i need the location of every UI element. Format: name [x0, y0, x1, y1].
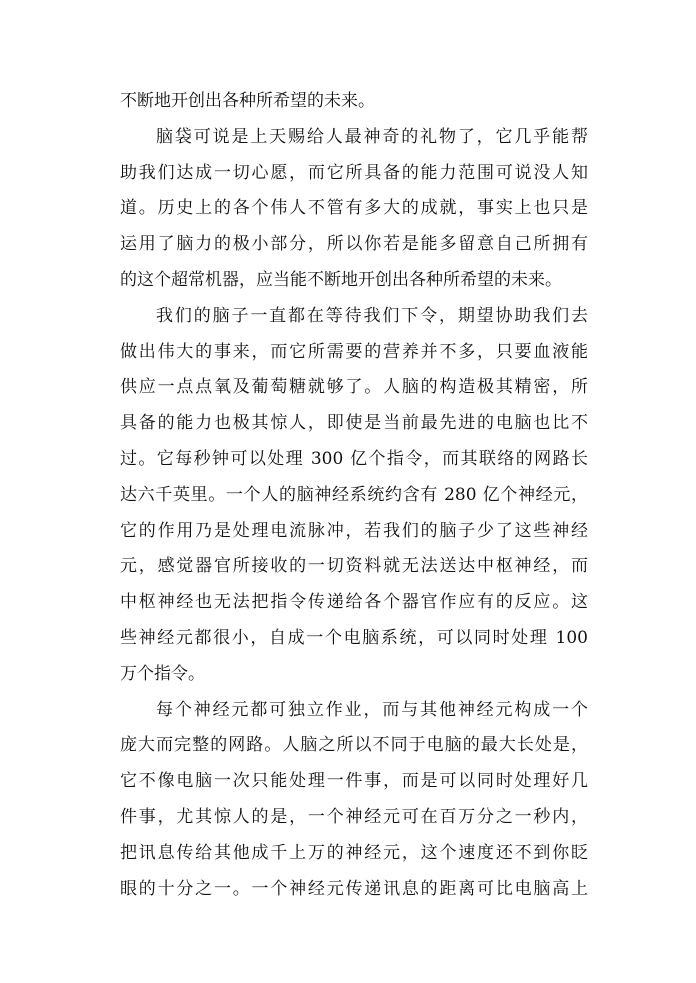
- text-line: 供应一点点氧及葡萄糖就够了。人脑的构造极其精密，所: [120, 377, 588, 398]
- text-line: 它不像电脑一次只能处理一件事，而是可以同时处理好几: [120, 771, 588, 792]
- text-line: 过。它每秒钟可以处理 300 亿个指令，而其联络的网路长: [120, 448, 588, 469]
- text-line: 做出伟大的事来，而它所需要的营养并不多，只要血液能: [120, 341, 588, 362]
- text-line: 每个神经元都可独立作业，而与其他神经元构成一个: [156, 699, 588, 720]
- text-line: 把讯息传给其他成千上万的神经元，这个速度还不到你眨: [120, 842, 588, 863]
- text-line: 庞大而完整的网路。人脑之所以不同于电脑的最大长处是，: [120, 735, 588, 756]
- text-line: 脑袋可说是上天赐给人最神奇的礼物了，它几乎能帮: [156, 126, 588, 147]
- text-line: 件事，尤其惊人的是，一个神经元可在百万分之一秒内，: [120, 806, 588, 827]
- text-line: 万个指令。: [120, 663, 205, 684]
- text-line: 些神经元都很小，自成一个电脑系统，可以同时处理 100: [120, 627, 588, 648]
- body-text: [120, 84, 588, 907]
- text-line: 元，感觉器官所接收的一切资料就无法送达中枢神经，而: [120, 556, 588, 577]
- text-line: 眼的十分之一。一个神经元传递讯息的距离可比电脑高上: [120, 878, 588, 899]
- text-line: 道。历史上的各个伟人不管有多大的成就，事实上也只是: [120, 198, 588, 219]
- text-line: 它的作用乃是处理电流脉冲，若我们的脑子少了这些神经: [120, 520, 588, 541]
- text-line: 中枢神经也无法把指令传递给各个器官作应有的反应。这: [120, 592, 588, 613]
- text-line: 助我们达成一切心愿，而它所具备的能力范围可说没人知: [120, 162, 588, 183]
- text-line: 具备的能力也极其惊人，即使是当前最先进的电脑也比不: [120, 413, 588, 434]
- text-line: 我们的脑子一直都在等待我们下令，期望协助我们去: [156, 305, 588, 326]
- text-line: 运用了脑力的极小部分，所以你若是能多留意自己所拥有: [120, 234, 588, 255]
- text-line: 达六千英里。一个人的脑神经系统约含有 280 亿个神经元，: [120, 484, 588, 505]
- text-line: 的这个超常机器，应当能不断地开创出各种所希望的未来。: [120, 269, 562, 290]
- text-line: 不断地开创出各种所希望的未来。: [120, 91, 375, 111]
